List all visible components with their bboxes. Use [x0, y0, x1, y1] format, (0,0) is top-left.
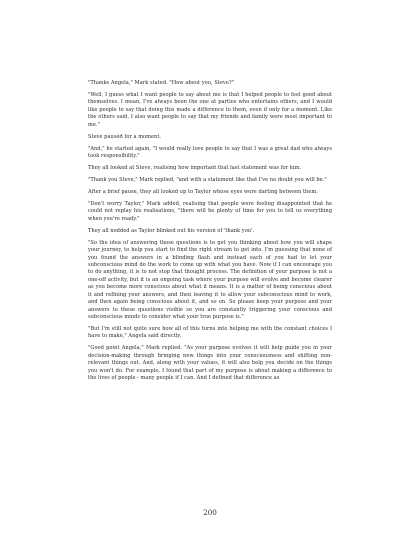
paragraph-7: After a brief pause, they all looked up to Taylor whose eyes were darting between them.	[88, 189, 318, 196]
page-number: 200	[203, 508, 217, 517]
paragraph-3: Steve paused for a moment.	[88, 133, 162, 140]
body-text	[88, 80, 332, 382]
paragraph-2: "Well, I guess what I want people to say about me is that I helped people to feel good about themselves. I mean, I've always been the one at parties who entertains others, and I would like people to say that doing this made a difference to them, even if only for a moment. Like the others said, I also want people to say that my friends and family were most important to me."	[88, 92, 332, 128]
paragraph-11: "But I'm still not quite sure how all of this turns into helping me with the constant choices I have to make," Angela said directly.	[88, 325, 332, 340]
paragraph-9: They all nodded as Taylor blinked out his version of 'thank you'.	[88, 227, 255, 234]
paragraph-6: "Thank you Steve," Mark replied, "and with a statement like that I've no doubt you will be."	[88, 177, 327, 184]
paragraph-1: "Thanks Angela," Mark stated. "How about you, Steve?"	[88, 80, 234, 86]
paragraph-5: They all looked at Steve, realising how important that last statement was for him.	[88, 165, 302, 172]
paragraph-4: "And," he started again, "I would really love people to say that I was a great dad who always took responsibility."	[88, 145, 332, 160]
paragraph-10: "So the idea of answering those questions is to get you thinking about how you will shape your journey, to help you start to find the right stream to get into. I'm guessing that none of you found the answers in a blinding flash and instead each of you had to let your subconscious mind do the work to come up with what you have. Now if I can encourage you to do anything, it is to not stop that thought process. The definition of your purpose is not a one-off activity, but it is an ongoing task where your purpose will evolve and become clearer as you become more conscious about what it means. It is a matter of being conscious about it and refining your answers, and then leaving it to allow your subconscious mind to work, and then again being conscious about it, and so on. So please keep your purpose and your answers to these questions visible so you are constantly triggering your conscious and subconscious minds to consider what your true purpose is."	[88, 239, 332, 320]
paragraph-12: "Good point Angela," Mark replied. "As your purpose evolves it will help guide you in your decision-making through bringing new things into your consciousness and shifting non-relevant things out. And, along with your values, it will also help you decide on the things you won't do. For example, I found that part of my purpose is about making a difference to the lives of people - many people if I can. And I defined that difference as	[88, 345, 332, 381]
paragraph-8: "Don't worry Taylor," Mark added, realising that people were feeling disappointed that he could not replay his realisations, "there will be plenty of time for you to tell us everything when you're ready."	[88, 201, 332, 222]
